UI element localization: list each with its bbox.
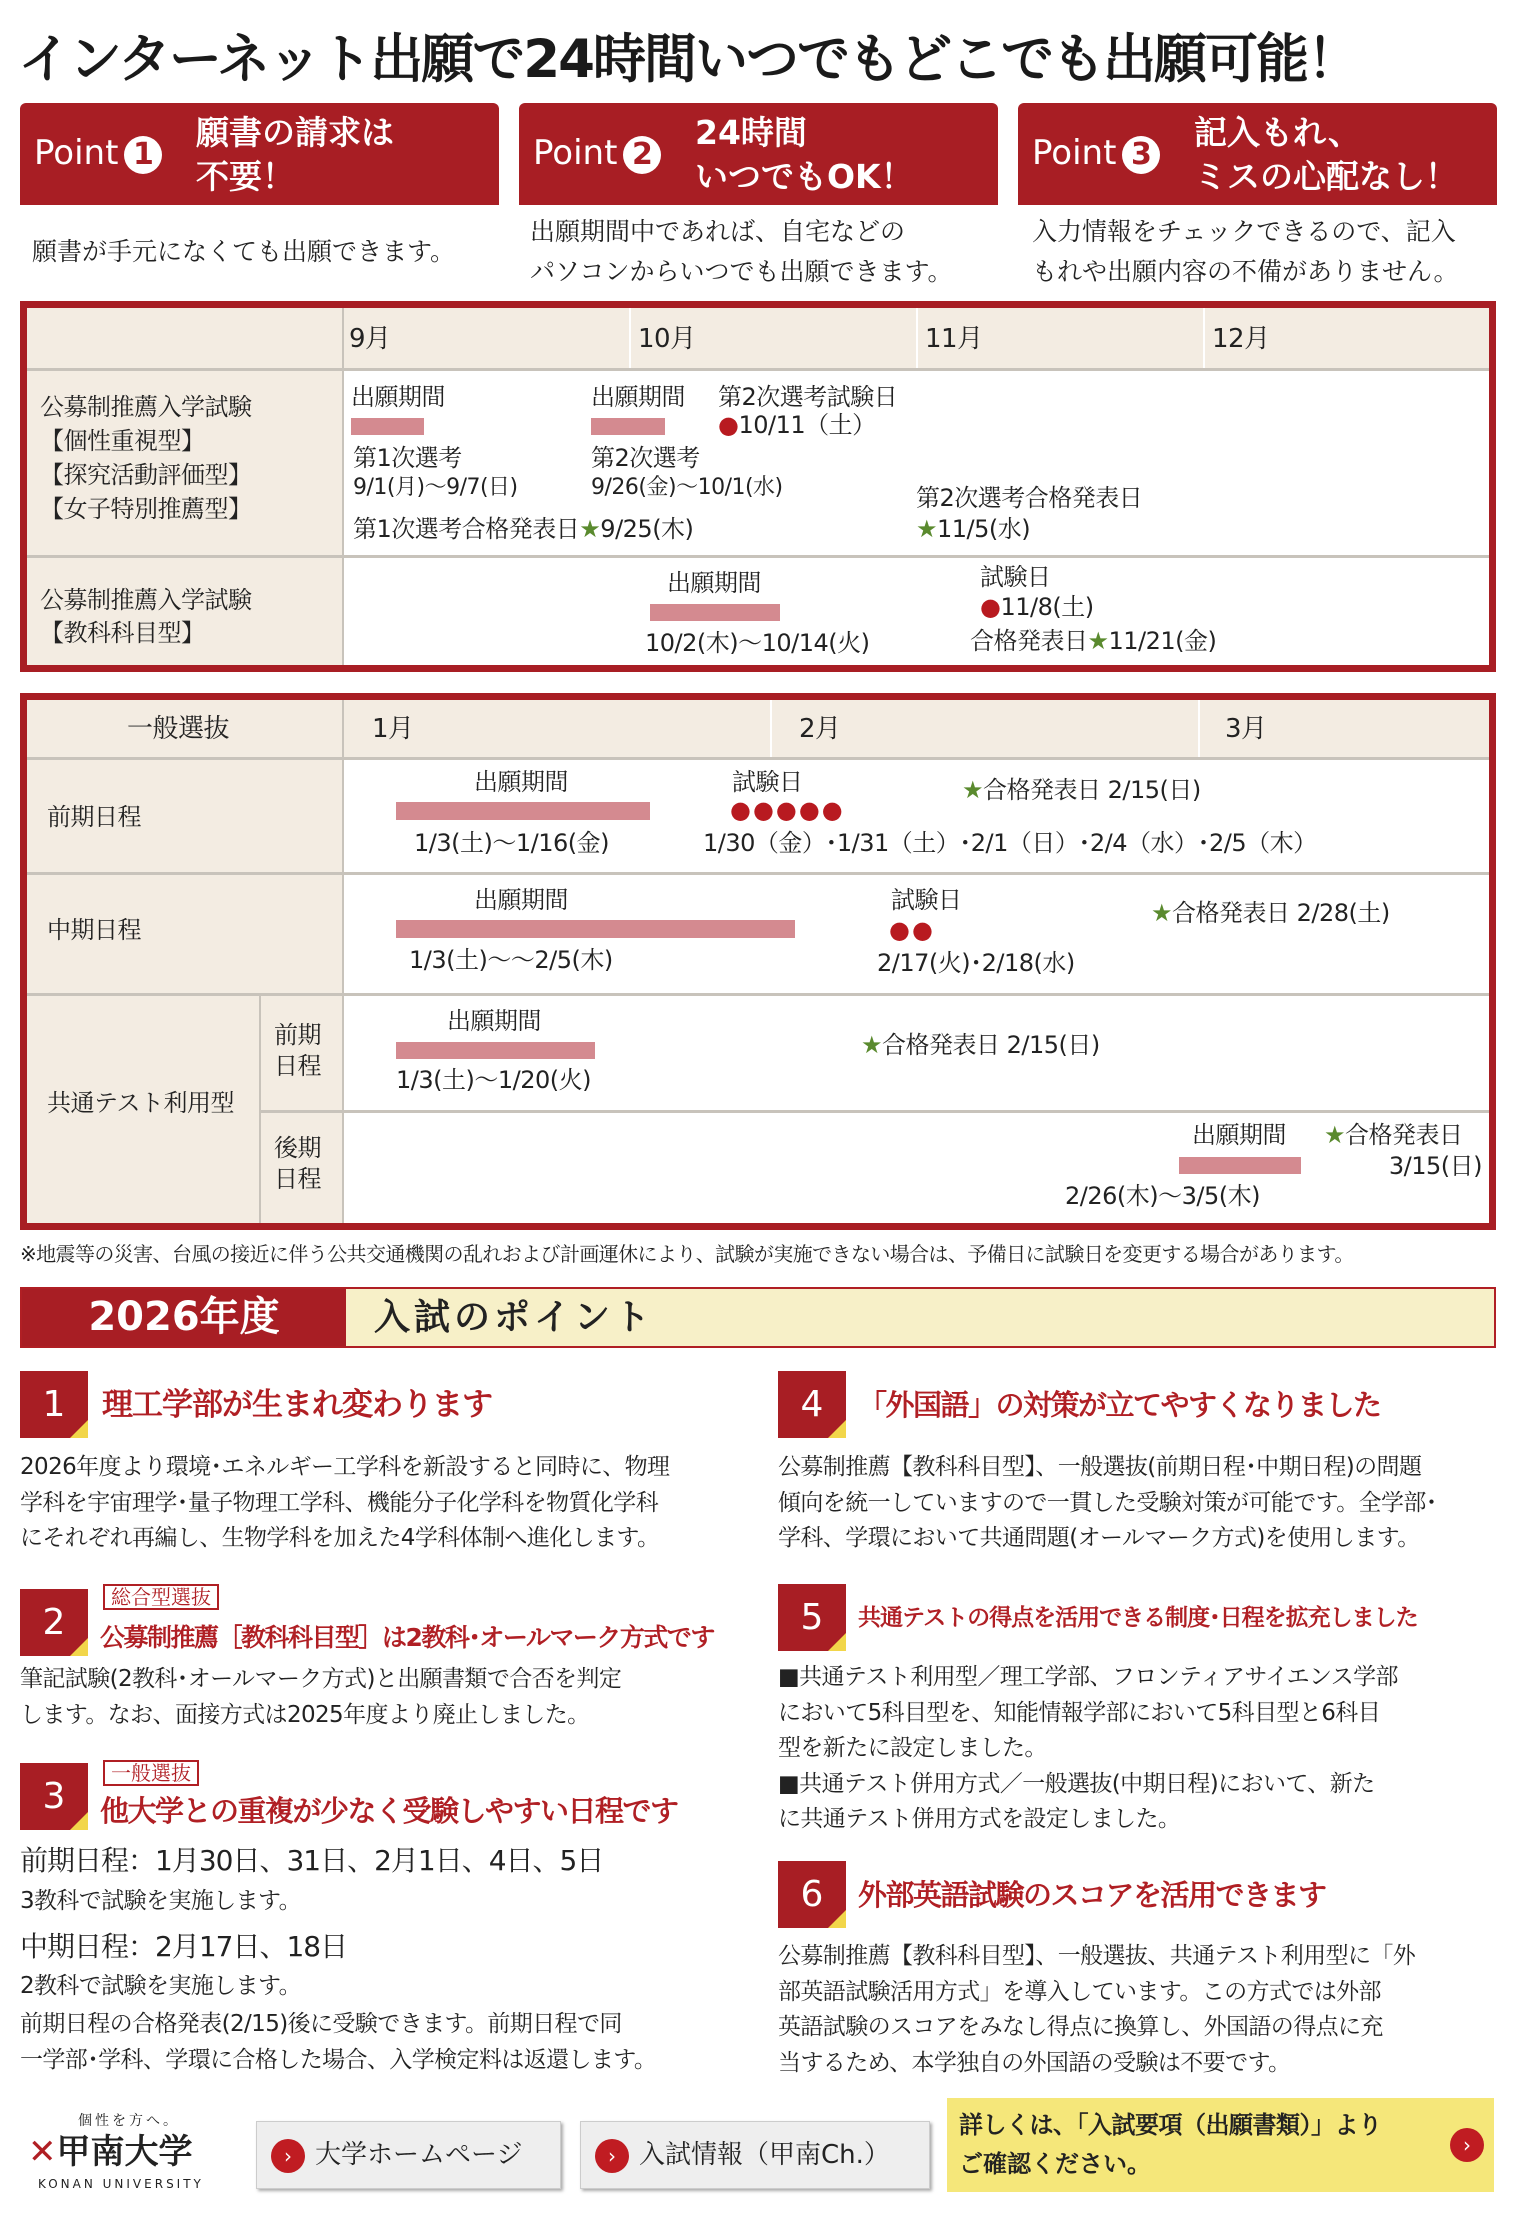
logo-text: 甲南大学 — [56, 2132, 193, 2172]
star-icon: ★ — [962, 776, 984, 804]
exam-dot-icon: ● — [718, 411, 739, 439]
desc-line: もれや出願内容の不備がありません。 — [1032, 257, 1459, 286]
point-number: 2 — [623, 136, 661, 174]
line: 英語試験のスコアをみなし得点に換算し、外国語の得点に充 — [778, 2014, 1383, 2040]
line: にそれぞれ再編し、生物学科を加えた4学科体制へ進化します。 — [20, 1525, 660, 1551]
button-label: 入試情報（甲南Ch.） — [639, 2140, 890, 2170]
early-schedule-big: 前期日程：1月30日、31日、2月1日、4日、5日 — [20, 1844, 604, 1877]
stage-date: 9/1(月)～9/7(日) — [353, 475, 518, 500]
point-heading: いつでもOK！ — [695, 157, 914, 196]
logo-name — [28, 2130, 193, 2174]
desc-line: 出願期間中であれば、自宅などの — [530, 217, 906, 246]
date: 11/5(水) — [937, 515, 1031, 543]
application-date: 10/2(木)～10/14(火) — [645, 629, 870, 657]
line: 一学部･学科、学環に合格した場合、入学検定料は返還します。 — [20, 2046, 657, 2073]
logo-english: KONAN UNIVERSITY — [38, 2177, 204, 2191]
button-label: 大学ホームページ — [315, 2140, 523, 2170]
star-icon: ★ — [1151, 899, 1173, 927]
line: 当するため、本学独自の外国語の受験は不要です。 — [778, 2049, 1291, 2076]
label: 合格発表日 — [970, 627, 1088, 655]
exam-label: 第2次選考試験日 — [718, 383, 898, 411]
exam-dots-icon: ●● — [889, 916, 935, 944]
row-label: 【探究活動評価型】 — [40, 461, 252, 489]
banner-title: 入試のポイント — [374, 1297, 655, 1338]
item-5-title: 共通テストの得点を活用できる制度･日程を拡充しました — [858, 1605, 1418, 1631]
point-2-desc — [530, 212, 1000, 292]
line: に共通テスト併用方式を設定しました。 — [778, 1806, 1181, 1832]
point-2-header — [519, 103, 998, 205]
early-schedule-sub: 3教科で試験を実施します。 — [20, 1888, 301, 1914]
row-label-early: 前期日程 — [47, 803, 141, 831]
point-label: Point — [533, 133, 618, 173]
item-3-tag: 一般選抜 — [103, 1760, 199, 1786]
item-2-tag: 総合型選抜 — [103, 1584, 219, 1610]
line: ■共通テスト利用型／理工学部、フロンティアサイエンス学部 — [778, 1664, 1398, 1690]
result-date — [916, 512, 1030, 546]
application-period-label: 出願期間 — [667, 569, 761, 597]
result-date — [861, 1028, 1100, 1062]
application-period-bar — [396, 920, 795, 938]
star-icon: ★ — [916, 515, 938, 543]
exam-dots-icon: ●●●●● — [730, 796, 845, 824]
item-4-title: 「外国語」の対策が立てやすくなりました — [858, 1388, 1381, 1422]
date: 11/21(金) — [1108, 627, 1217, 655]
line: 筆記試験(2教科･オールマーク方式)と出願書類で合否を判定 — [20, 1666, 622, 1692]
exam-dot-icon: ● — [980, 593, 1001, 621]
item-3-badge: 3 — [20, 1763, 88, 1830]
application-period-bar — [396, 802, 650, 820]
month-feb: 2月 — [799, 714, 841, 744]
general-header: 一般選抜 — [127, 714, 230, 744]
point-1-desc: 願書が手元になくても出願できます。 — [32, 237, 456, 266]
admission-info-button[interactable] — [580, 2121, 930, 2189]
item-5-body — [778, 1660, 1398, 1838]
desc-line: パソコンからいつでも出願できます。 — [530, 257, 953, 286]
application-date: 1/3(土)～～2/5(木) — [409, 946, 613, 974]
item-1-body — [20, 1450, 669, 1557]
item-3-body — [20, 2007, 656, 2078]
desc-line: 入力情報をチェックできるので、記入 — [1032, 217, 1456, 246]
line: 型を新たに設定しました。 — [778, 1735, 1047, 1761]
sublabel: 日程 — [274, 1165, 321, 1193]
row-label: 公募制推薦入学試験 — [40, 586, 252, 614]
item-4-body — [778, 1450, 1437, 1557]
cta-line: ご確認ください。 — [959, 2150, 1151, 2178]
point-heading: 記入もれ、 — [1194, 113, 1361, 152]
star-icon: ★ — [861, 1031, 883, 1059]
mid-schedule-sub: 2教科で試験を実施します。 — [20, 1973, 301, 1999]
point-3-header — [1018, 103, 1497, 205]
date: 合格発表日 2/15(日) — [882, 1031, 1100, 1059]
application-period-label: 出願期間 — [351, 383, 445, 411]
line: 傾向を統一していますので一貫した受験対策が可能です。全学部･ — [778, 1489, 1437, 1516]
result-label — [1324, 1118, 1463, 1152]
date: 11/8(土) — [1000, 593, 1094, 621]
month-nov: 11月 — [925, 324, 983, 354]
month-jan: 1月 — [372, 714, 414, 744]
line: 部英語試験活用方式」を導入しています。この方式では外部 — [778, 1978, 1381, 2005]
page-title: インターネット出願で24時間いつでもどこでも出願可能！ — [18, 29, 1358, 90]
application-period-label: 出願期間 — [474, 886, 568, 914]
application-date: 2/26(木)～3/5(木) — [1065, 1182, 1260, 1210]
exam-dates: 2/17(火)･2/18(水) — [877, 949, 1075, 977]
result-date — [970, 624, 1216, 658]
line: 学科を宇宙理学･量子物理工学科、機能分子化学科を物質化学科 — [20, 1489, 659, 1516]
month-oct: 10月 — [638, 324, 696, 354]
item-2-body — [20, 1662, 621, 1733]
application-period-bar — [591, 418, 665, 435]
point-number: 1 — [124, 136, 162, 174]
university-homepage-button[interactable] — [256, 2121, 561, 2189]
label: 第1次選考合格発表日 — [353, 515, 580, 543]
line: 公募制推薦【教科科目型】、一般選抜(前期日程･中期日程)の問題 — [778, 1454, 1422, 1480]
date: 合格発表日 2/15(日) — [983, 776, 1201, 804]
guidelines-link[interactable] — [947, 2098, 1494, 2192]
item-5-badge: 5 — [778, 1584, 846, 1651]
result-date: 3/15(日) — [1388, 1152, 1482, 1180]
logo-mark-icon: ✕ — [28, 2132, 57, 2172]
arrow-right-icon: › — [1450, 2128, 1484, 2162]
item-2-title: 公募制推薦［教科科目型］は2教科･オールマーク方式です — [100, 1623, 714, 1652]
exam-dates: 1/30（金）･1/31（土）･2/1（日）･2/4（水）･2/5（木） — [703, 829, 1317, 857]
item-4-badge: 4 — [778, 1371, 846, 1438]
exam-label: 試験日 — [891, 886, 962, 914]
point-1-header — [20, 103, 499, 205]
arrow-right-icon: › — [271, 2139, 305, 2173]
item-6-body — [778, 1939, 1415, 2081]
line: において5科目型を、知能情報学部において5科目型と6科目 — [778, 1699, 1381, 1726]
row-label-mid: 中期日程 — [47, 916, 141, 944]
item-3-title: 他大学との重複が少なく受験しやすい日程です — [100, 1794, 678, 1828]
point-heading: 願書の請求は — [196, 113, 394, 152]
application-period-bar — [351, 418, 424, 435]
line: 2026年度より環境･エネルギー工学科を新設すると同時に、物理 — [20, 1454, 670, 1480]
item-2-badge: 2 — [20, 1589, 88, 1656]
line: 公募制推薦【教科科目型】、一般選抜、共通テスト利用型に「外 — [778, 1943, 1416, 1969]
item-6-badge: 6 — [778, 1861, 846, 1928]
line: します。なお、面接方式は2025年度より廃止しました。 — [20, 1701, 590, 1728]
point-heading: ミスの心配なし！ — [1194, 157, 1458, 196]
month-mar: 3月 — [1225, 714, 1267, 744]
application-period-label: 出願期間 — [591, 383, 685, 411]
result-date — [962, 773, 1201, 807]
row-label: 【女子特別推薦型】 — [40, 495, 252, 523]
exam-label: 試験日 — [980, 563, 1051, 591]
star-icon: ★ — [1087, 627, 1109, 655]
arrow-right-icon: › — [595, 2139, 629, 2173]
stage-label: 第2次選考 — [591, 444, 700, 472]
application-period-bar — [650, 604, 780, 621]
application-period-bar — [396, 1042, 595, 1059]
line: 学科、学環において共通問題(オールマーク方式)を使用します。 — [778, 1525, 1420, 1551]
row-label: 公募制推薦入学試験 — [40, 393, 252, 421]
point-label: Point — [34, 133, 119, 173]
month-dec: 12月 — [1212, 324, 1270, 354]
date: 10/11（土） — [738, 411, 876, 439]
disaster-note: ※地震等の災害、台風の接近に伴う公共交通機関の乱れおよび計画運休により、試験が実施できない場合は、予備日に試験日を変更する場合があります。 — [20, 1242, 1354, 1266]
banner-year: 2026年度 — [22, 1289, 346, 1346]
konan-logo — [28, 2112, 238, 2194]
date: 合格発表日 2/28(土) — [1172, 899, 1390, 927]
star-icon: ★ — [579, 515, 601, 543]
stage-label: 第1次選考 — [353, 444, 462, 472]
application-period-label: 出願期間 — [1192, 1121, 1286, 1149]
application-date: 1/3(土)～1/16(金) — [414, 829, 609, 857]
exam-date — [718, 408, 876, 442]
application-period-label: 出願期間 — [474, 768, 568, 796]
result-label: 第2次選考合格発表日 — [916, 484, 1143, 512]
line: ■共通テスト併用方式／一般選抜(中期日程)において、新た — [778, 1770, 1375, 1797]
application-period-label: 出願期間 — [447, 1007, 541, 1035]
row-label-common: 共通テスト利用型 — [47, 1089, 235, 1117]
mid-schedule-big: 中期日程：2月17日、18日 — [20, 1930, 348, 1963]
star-icon: ★ — [1324, 1121, 1346, 1149]
item-6-title: 外部英語試験のスコアを活用できます — [858, 1878, 1326, 1912]
exam-label: 試験日 — [732, 768, 803, 796]
point-3-desc — [1032, 212, 1502, 292]
sublabel: 前期 — [274, 1021, 321, 1049]
point-label: Point — [1032, 133, 1117, 173]
sublabel: 日程 — [274, 1052, 321, 1080]
label: 合格発表日 — [1345, 1121, 1463, 1149]
application-date: 1/3(土)～1/20(火) — [396, 1066, 591, 1094]
points-banner — [20, 1287, 1496, 1348]
point-number: 3 — [1122, 136, 1160, 174]
logo-tagline: 個性を方へ。 — [78, 2113, 180, 2129]
sublabel: 後期 — [274, 1134, 321, 1162]
row-label: 【教科科目型】 — [40, 619, 205, 647]
date: 9/25(木) — [600, 515, 694, 543]
application-period-bar — [1179, 1157, 1301, 1174]
result-date — [1151, 896, 1390, 930]
stage-date: 9/26(金)～10/1(水) — [591, 475, 783, 500]
result-date — [353, 512, 693, 546]
point-heading: 24時間 — [695, 113, 807, 152]
line: 前期日程の合格発表(2/15)後に受験できます。前期日程で同 — [20, 2011, 622, 2037]
point-heading: 不要！ — [196, 157, 295, 196]
item-1-title: 理工学部が生まれ変わります — [102, 1387, 492, 1423]
month-sep: 9月 — [349, 324, 391, 354]
exam-date — [980, 590, 1094, 624]
item-1-badge: 1 — [20, 1371, 88, 1438]
row-label: 【個性重視型】 — [40, 427, 205, 455]
cta-line: 詳しくは、「入試要項（出願書類）」より — [959, 2111, 1382, 2139]
